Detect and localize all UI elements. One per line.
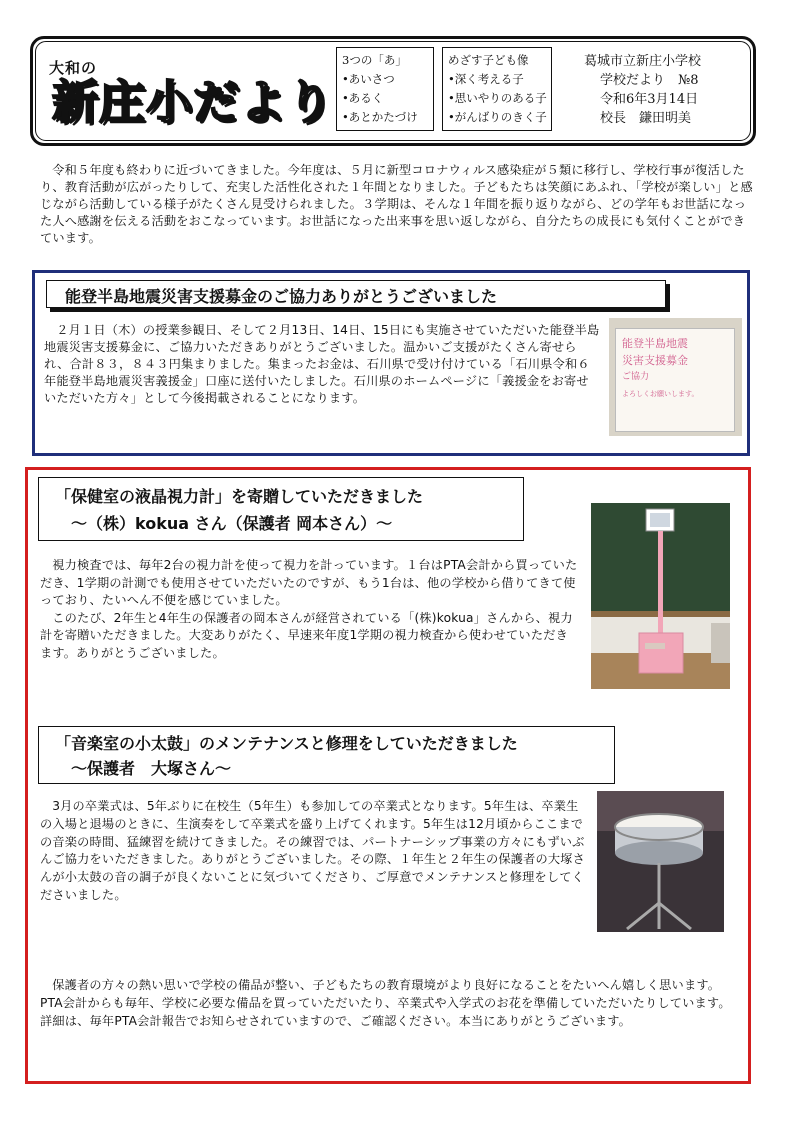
donation-title: 能登半島地震災害支援募金のご協力ありがとうございました bbox=[46, 280, 666, 308]
sign-line: 能登半島地震 bbox=[622, 337, 688, 350]
drum-title-box bbox=[38, 726, 615, 784]
motto-item: •あるく bbox=[342, 91, 384, 105]
donation-box-photo bbox=[609, 318, 742, 436]
issue-date: 令和6年3月14日 bbox=[600, 92, 699, 107]
issue-number: 学校だより №8 bbox=[600, 73, 699, 88]
drum-body bbox=[40, 798, 588, 905]
vision-paragraph: このたび、2年生と4年生の保護者の岡本さんが経営されている「(株)kokua」さんから、視力計を寄贈いただきました。大変ありがたく、早速来年度1学期の視力検査から使わせていただきます。ありがとうございました。 bbox=[40, 610, 573, 660]
motto-item: •あいさつ bbox=[342, 72, 395, 86]
vision-tester-illustration bbox=[591, 503, 730, 689]
donation-sign bbox=[615, 328, 735, 432]
vision-body bbox=[40, 557, 580, 662]
intro-paragraph: 令和５年度も終わりに近づいてきました。今年度は、５月に新型コロナウィルス感染症が５類に移行し、学校行事が復活したり、教育活動が広がったりして、充実した活性化された１年間となりました。子どもたちは笑顔にあふれ、「学校が楽しい」と感じながら活動している様子がたくさん見受けられました。３学期は、そんな１年間を振り返りながら、どの学年もお世話になった人へ感謝を伝える活動をおこなっています。お世話になった出来事を思い返しながら、自分たちの成長にも気付くことができています。 bbox=[40, 163, 753, 245]
drum-subtitle: ～保護者 大塚さん～ bbox=[71, 759, 232, 778]
school-name: 葛城市立新庄小学校 bbox=[584, 54, 702, 69]
goal-item: •がんばりのきく子 bbox=[448, 110, 547, 124]
goal-title: めざす子ども像 bbox=[448, 53, 529, 67]
vision-paragraph: 視力検査では、毎年2台の視力計を使って視力を計っています。１台はPTA会計から買っていただき、1学期の計測でも使用させていただいたのですが、もう1台は、他の学校から借りてきて使っており、たいへん不便を感じていました。 bbox=[40, 558, 578, 607]
sign-line: 災害支援募金 bbox=[622, 354, 688, 367]
goal-item: •思いやりのある子 bbox=[448, 91, 547, 105]
vision-tester-photo bbox=[591, 503, 730, 689]
vision-title: 「保健室の液晶視力計」を寄贈していただきました bbox=[55, 487, 424, 506]
school-info bbox=[584, 52, 744, 128]
sign-line: ご協力 bbox=[622, 372, 650, 382]
drum-title: 「音楽室の小太鼓」のメンテナンスと修理をしていただきました bbox=[55, 734, 518, 753]
brand-small-text: 大和の bbox=[49, 59, 98, 77]
motto-item: •あとかたづけ bbox=[342, 110, 418, 124]
snare-drum-photo bbox=[597, 791, 724, 932]
motto-box bbox=[336, 47, 434, 131]
goal-box bbox=[442, 47, 552, 131]
vision-title-box bbox=[38, 477, 524, 541]
vision-subtitle: ～（株）kokua さん（保護者 岡本さん）～ bbox=[71, 514, 393, 533]
snare-drum-illustration bbox=[597, 791, 724, 932]
sign-line: よろしくお願いします。 bbox=[622, 390, 699, 398]
drum-paragraph: 3月の卒業式は、5年ぶりに在校生（5年生）も参加しての卒業式となります。5年生は、卒業生の入場と退場のときに、生演奏をして卒業式を盛り上げてくれます。5年生は12月頃からここまでの音楽の時間、猛練習を続けてきました。その練習では、パートナーシップ事業の方々にもずいぶんご協力をいただきました。ありがとうございました。その際、１年生と２年生の保護者の大塚さんが小太鼓の音の調子が良くないことに気づいてくださり、ご厚意でメンテナンスと修理をしてくださいました。 bbox=[40, 799, 586, 902]
motto-title: 3つの「あ」 bbox=[342, 53, 407, 67]
closing-section bbox=[40, 976, 740, 1030]
newsletter-title: 新庄小だより bbox=[52, 75, 334, 129]
principal-name: 校長 鎌田明美 bbox=[600, 111, 692, 126]
closing-paragraph: 保護者の方々の熱い思いで学校の備品が整い、子どもたちの教育環境がより良好になることをたいへん嬉しく思います。PTA会計からも毎年、学校に必要な備品を買っていただいたり、卒業式や入学式のお花を準備していただいたりしています。詳細は、毎年PTA会計報告でお知らせされていますので、ご確認ください。本当にありがとうございます。 bbox=[40, 978, 731, 1028]
goal-item: •深く考える子 bbox=[448, 72, 524, 86]
intro-section bbox=[40, 162, 755, 247]
donation-body bbox=[44, 322, 601, 407]
donation-paragraph: ２月１日（木）の授業参観日、そして２月13日、14日、15日にも実施させていただいた能登半島地震災害支援募金に、ご協力いただきありがとうございました。温かいご支援がたくさん寄せられ、合計８３，８４３円集まりました。集まったお金は、石川県で受け付けている「石川県令和６年能登半島地震災害義援金」口座に送付いたしました。石川県のホームページに「義援金をお寄せいただいた方々」として今後掲載されることになります。 bbox=[44, 323, 600, 405]
